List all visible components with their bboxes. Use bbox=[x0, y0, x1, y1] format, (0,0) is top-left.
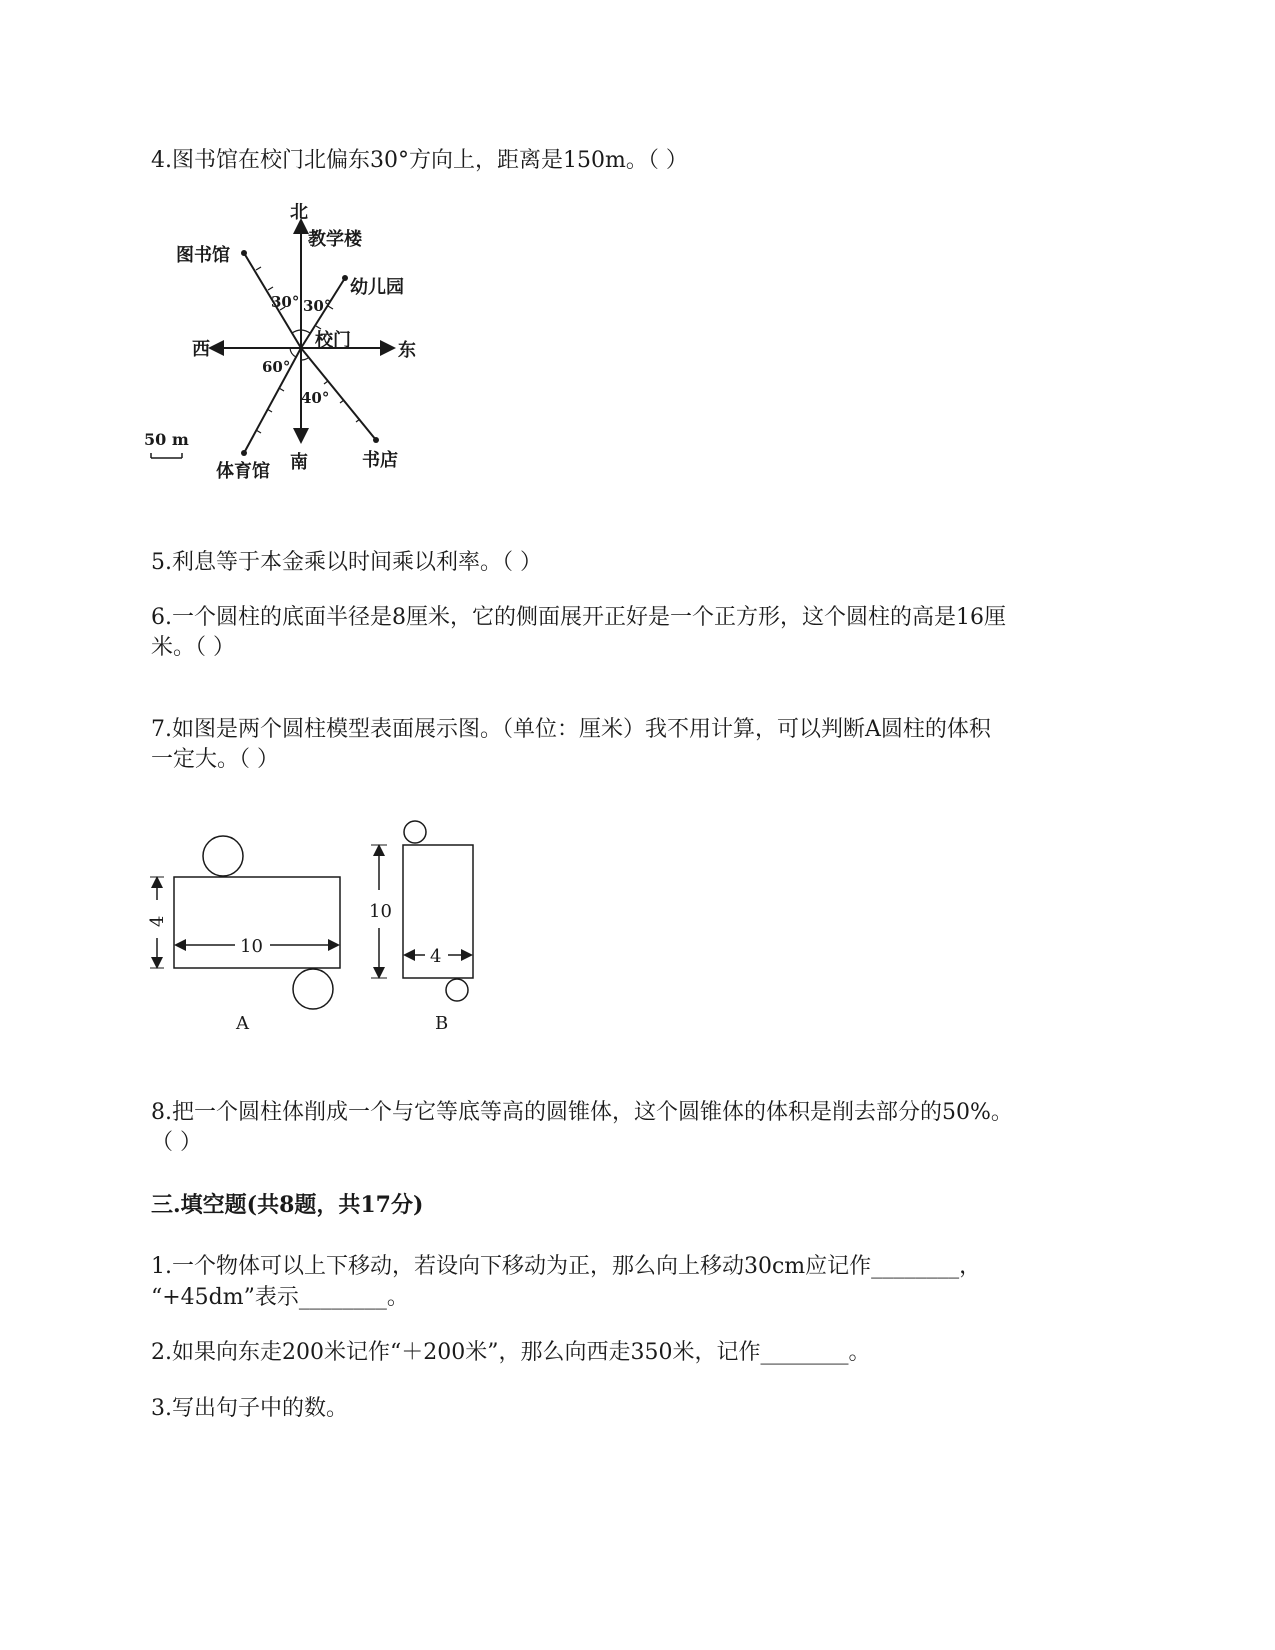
angle-library-label: 30° bbox=[271, 293, 300, 311]
cylinder-b-bottom-circle bbox=[446, 979, 468, 1001]
south-label: 南 bbox=[290, 452, 308, 473]
question-8-line-2: （ ） bbox=[151, 1130, 202, 1155]
question-4: 4.图书馆在校门北偏东30°方向上，距离是150m。（ ） bbox=[151, 148, 688, 173]
angle-kindergarten-label: 30° bbox=[303, 297, 332, 315]
cylinder-b-label: B bbox=[435, 1013, 449, 1034]
teaching-building-label: 教学楼 bbox=[308, 229, 362, 250]
gym-label: 体育馆 bbox=[216, 461, 270, 482]
cylinder-nets bbox=[140, 820, 500, 1050]
scale-label: 50 m bbox=[144, 430, 189, 449]
question-6-line-1: 6.一个圆柱的底面半径是8厘米，它的侧面展开正好是一个正方形，这个圆柱的高是16厘 bbox=[151, 605, 1006, 630]
bookstore-label: 书店 bbox=[362, 450, 398, 471]
question-5: 5.利息等于本金乘以时间乘以利率。（ ） bbox=[151, 550, 542, 575]
school-gate-label: 校门 bbox=[315, 330, 351, 351]
angle-bookstore-label: 40° bbox=[301, 389, 330, 407]
cylinder-a-width-label: 10 bbox=[240, 936, 263, 957]
fill-question-2: 2.如果向东走200米记作“＋200米”，那么向西走350米，记作________。 bbox=[151, 1340, 871, 1365]
cylinder-a-bottom-circle bbox=[293, 969, 333, 1009]
direction-map bbox=[140, 190, 440, 510]
angle-gym-label: 60° bbox=[262, 358, 291, 376]
library-label: 图书馆 bbox=[176, 245, 230, 266]
question-6-line-2: 米。（ ） bbox=[151, 635, 235, 660]
kindergarten-label: 幼儿园 bbox=[350, 277, 404, 298]
cylinder-b-height-label: 10 bbox=[369, 901, 392, 922]
cylinder-a-label: A bbox=[236, 1013, 249, 1034]
east-label: 东 bbox=[398, 340, 416, 361]
cylinder-b-width-label: 4 bbox=[430, 946, 442, 967]
north-label: 北 bbox=[290, 202, 308, 223]
question-8-line-1: 8.把一个圆柱体削成一个与它等底等高的圆锥体，这个圆锥体的体积是削去部分的50%。 bbox=[151, 1100, 1013, 1125]
west-label: 西 bbox=[192, 339, 210, 360]
cylinder-a-top-circle bbox=[203, 836, 243, 876]
fill-question-1-line-2: “+45dm”表示________。 bbox=[151, 1285, 409, 1310]
fill-question-1-line-1: 1.一个物体可以上下移动，若设向下移动为正，那么向上移动30cm应记作________， bbox=[151, 1254, 982, 1279]
section-3-heading: 三.填空题(共8题，共17分) bbox=[151, 1192, 424, 1218]
cylinder-a-height-label: 4 bbox=[147, 915, 168, 927]
cylinder-b-top-circle bbox=[404, 821, 426, 843]
fill-question-3: 3.写出句子中的数。 bbox=[151, 1396, 348, 1421]
question-7-line-1: 7.如图是两个圆柱模型表面展示图。（单位：厘米）我不用计算，可以判断A圆柱的体积 bbox=[151, 717, 991, 742]
question-7-line-2: 一定大。（ ） bbox=[151, 747, 279, 772]
